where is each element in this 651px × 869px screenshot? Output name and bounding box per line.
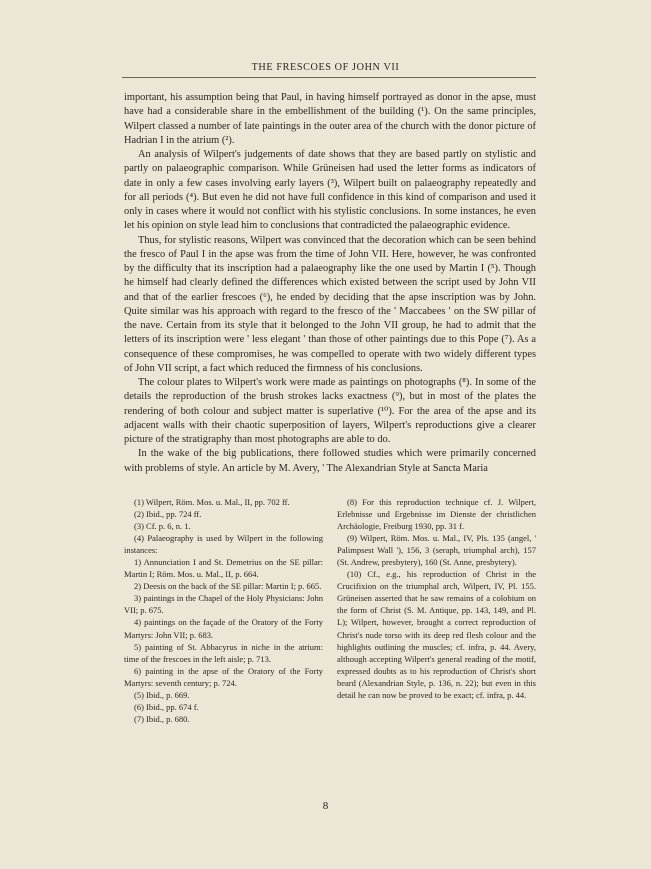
footnote: (6) Ibid., pp. 674 f. xyxy=(134,701,199,712)
footnote: (1) Wilpert, Röm. Mos. u. Mal., II, pp. 702 ff. xyxy=(134,497,290,507)
footnote-subitem: 4) paintings on the façade of the Oratory of the Forty Martyrs: John VII; p. 683. xyxy=(124,617,323,640)
footnotes-left-column xyxy=(124,496,323,725)
footnote: (2) Ibid., pp. 724 ff. xyxy=(134,509,202,520)
footnote: (9) Wilpert, Röm. Mos. u. Mal., IV, Pls. 135 (angel, ' Palimpsest Wall '), 156, 3 (seraph, triumphal arch), 157 (St. Andrew, presbytery), 160 (St. Anne, presbytery). xyxy=(337,533,536,568)
paragraph: Thus, for stylistic reasons, Wilpert was convinced that the decoration which can be seen behind the fresco of Paul I in the apse was from the time of John VII. Here, however, he was confronted by the difficulty that its inscription had a palaeography like the one used by Martin I (⁵). Though he himself had clearly defined the differences which existed between the script used by John VII and that of the earlier frescoes (⁶), he ended by deciding that the apse inscription was by John. Quite similar was his approach with regard to the fresco of the ' Maccabees ' on the SW pillar of the nave. Certain from its style that it belonged to the John VII group, he had to admit that the letters of its inscription were ' less elegant ' than those of other paintings due to this Pope (⁷). As a consequence of these compromises, he was compelled to operate with two widely different types of John VII script, a fact which reduced the firmness of his conclusions. xyxy=(124,234,536,374)
paragraph: An analysis of Wilpert's judgements of date shows that they are based partly on stylistic and partly on palaeographic comparison. While Grüneisen had used the letter forms as indicators of date in only a few cases involving early layers (³), Wilpert built on palaeography repeatedly and for all periods (⁴). But even he did not have full confidence in this kind of comparison and used it only in cases where it would not conflict with his stylistic conclusions. In some instances, he even let his opinion on style lead him to conclusions that contradicted the palaeographic evidence. xyxy=(124,149,536,232)
footnote: (7) Ibid., p. 680. xyxy=(134,713,190,724)
footnote-subitem: 6) painting in the apse of the Oratory of the Forty Martyrs: seventh century; p. 724. xyxy=(124,665,323,688)
body-text xyxy=(124,91,536,476)
paragraph: The colour plates to Wilpert's work were made as paintings on photographs (⁸). In some of the details the reproduction of the brush strokes lacks exactness (⁹), but in most of the plates the rendering of both colour and subject matter is superlative (¹⁰). For the area of the apse and its adjacent walls with their chaotic superposition of layers, Wilpert's reproductions give a clearer picture of the stratigraphy than most photographs are able to do. xyxy=(124,377,536,445)
footnote-subitem: 1) Annunciation I and St. Demetrius on the SE pillar: Martin I; Röm. Mos. u. Mal., II, p. 664. xyxy=(124,557,323,580)
footnote-subitem: 3) paintings in the Chapel of the Holy Physicians: John VII; p. 675. xyxy=(124,593,323,616)
running-header: THE FRESCOES OF JOHN VII xyxy=(251,62,400,73)
footnotes xyxy=(124,496,536,725)
footnote: (5) Ibid., p. 669. xyxy=(134,689,190,700)
footnotes-right-column xyxy=(337,496,536,725)
footnote: (8) For this reproduction technique cf. J. Wilpert, Erlebnisse und Ergebnisse im Dienste der christlichen Archäologie, Freiburg 1930, pp. 31 f. xyxy=(337,497,536,532)
footnote-subitem: 2) Deesis on the back of the SE pillar: Martin I; p. 665. xyxy=(134,581,322,592)
header-rule xyxy=(122,77,536,78)
footnote: (4) Palaeography is used by Wilpert in the following instances: xyxy=(124,533,323,556)
footnote: (3) Cf. p. 6, n. 1. xyxy=(134,521,191,532)
paragraph: In the wake of the big publications, there followed studies which were primarily concerned with problems of style. An article by M. Avery, ' The Alexandrian Style at Sancta Maria xyxy=(124,448,536,474)
paragraph: important, his assumption being that Paul, in having himself portrayed as donor in the apse, must have had a considerable share in the embellishment of the building (¹). On the same principles, Wilpert classed a number of late paintings in the outer area of the church with the donor picture of Hadrian I in the atrium (²). xyxy=(124,92,536,146)
page-number: 8 xyxy=(322,800,329,812)
footnote: (10) Cf., e.g., his reproduction of Christ in the Crucifixion on the triumphal arch, Wilpert, IV, Pl. 155. Grüneisen asserted that he saw remains of a colobium on the form of Christ (S. M. Antique, pp. 143, 149, and Pl. L); Wilpert, however, brought a correct reproduction of Christ's nude torso with its deep red flesh colour and the highlights outlining the muscles; cf. infra, p. 44. Avery, although accepting Wilpert's general reading of the motif, expressed doubts as to his reproduction of Christ's short beard (Alexandrian Style, p. 136, n. 22); but even in this detail he can now be proved to be exact; cf. infra, p. 44. xyxy=(337,569,536,700)
footnote-subitem: 5) painting of St. Abbacyrus in niche in the atrium: time of the frescoes in the left aisle; p. 713. xyxy=(124,641,323,664)
